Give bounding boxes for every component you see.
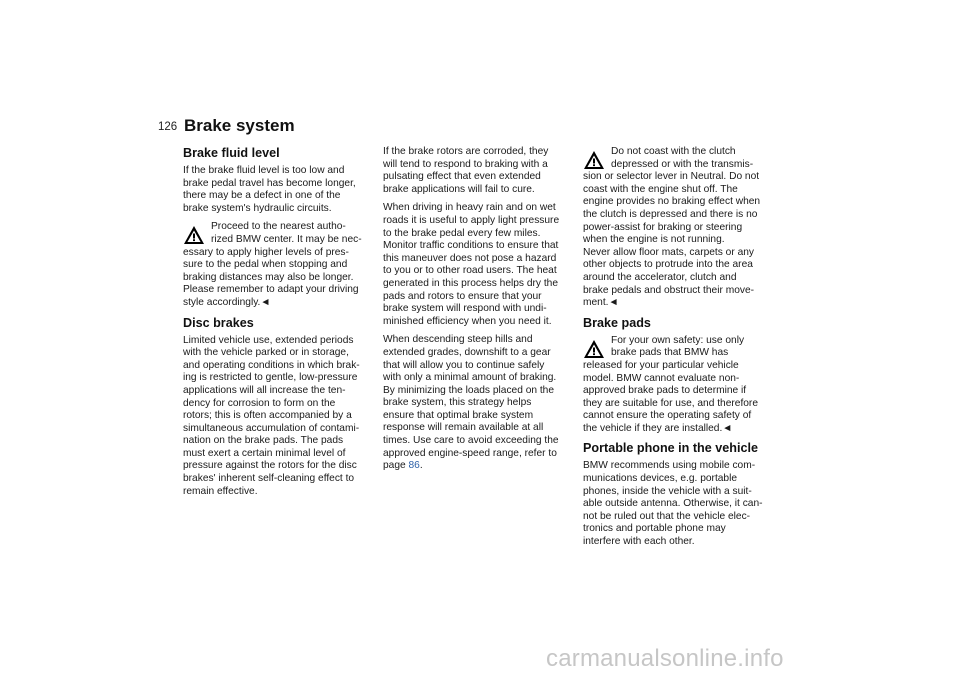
brake-pads-heading: Brake pads [583, 315, 651, 330]
column-1 [183, 146, 379, 504]
brake-fluid-warning [183, 221, 379, 309]
warning-triangle-icon [583, 150, 605, 170]
warning-triangle-icon [183, 225, 205, 245]
brake-pads-warning-text: For your own safety: use only brake pads that BMW has released for your particular vehicle model. BMW cannot evaluate non- approved brake pads to determine if they are suitable for use, and therefore cannot ensure the operating safety of the vehicle if they are installed.◄ [583, 334, 758, 434]
brake-pads-warning [583, 335, 779, 436]
brake-fluid-heading: Brake fluid level [183, 146, 280, 160]
steep-hills-end: . [419, 460, 423, 472]
column-2 [383, 146, 579, 479]
disc-brakes-text: Limited vehicle use, extended periods with the vehicle parked or in storage, and operating conditions in which brak- ing is restricted to gentle, low-pressure applications will all increase the ten- dency for corrosion to form on the rotors; this is often accompanied by a simultaneous accumulation of contami- nation on the brake pads. The pads must exert a certain minimal level of pressure against the rotors for the disc brakes' inherent self-cleaning effect to remain effective. [183, 334, 360, 497]
disc-brakes-heading: Disc brakes [183, 315, 254, 330]
column-3 [583, 146, 779, 555]
corrosion-paragraph: If the brake rotors are corroded, they will tend to respond to braking with a pulsating effect that even extended brake applications will fail to cure. [383, 146, 549, 195]
coasting-warning-text: Do not coast with the clutch depressed or with the transmis- sion or selector lever in Neutral. Do not coast with the engine shut off. The engine provides no braking effect when the clutch is depressed and there is no power-assist for braking or steering when the engine is not running. Never allow floor mats, carpets or any other objects to protrude into the area around the accelerator, clutch and brake pedals and obstruct their move- ment.◄ [583, 146, 761, 309]
wet-roads-paragraph: When driving in heavy rain and on wet roads it is useful to apply light pressure to the brake pedal every few miles. Monitor traffic conditions to ensure that this maneuver does not pose a hazard to you or to other road users. The heat generated in this process helps dry the pads and rotors to ensure that your brake system will respond with undi- minished efficiency when you need it. [383, 202, 560, 327]
watermark: carmanualsonline.info [546, 645, 784, 672]
portable-phone-heading: Portable phone in the vehicle [583, 441, 758, 456]
portable-phone-text: BMW recommends using mobile com- munications devices, e.g. portable phones, inside the vehicle with a suit- able outside antenna. Otherwise, it can- not be ruled out that the vehicle elec- tronics and portable phone may interfere with each other. [583, 460, 763, 548]
brake-fluid-warning-text: Proceed to the nearest autho- rized BMW center. It may be nec- essary to apply higher levels of pres- sure to the pedal when stopping and braking distances may also be longer. Please remember to adapt your driving style accordingly.◄ [183, 221, 362, 308]
warning-triangle-icon [583, 339, 605, 359]
page-reference-link[interactable]: 86 [408, 460, 420, 472]
steep-hills-paragraph [383, 334, 579, 473]
coasting-warning [583, 146, 779, 310]
page-title: Brake system [184, 116, 295, 135]
brake-fluid-text: If the brake fluid level is too low and brake pedal travel has become longer, there may be a defect in one of the brake system's hydraulic circuits. [183, 165, 356, 214]
page-number: 126 [158, 121, 178, 133]
steep-hills-text: When descending steep hills and extended grades, downshift to a gear that will allow you to continue safely with only a minimal amount of braking. By minimizing the loads placed on the brake system, this strategy helps ensure that optimal brake system response will remain available at all times. Use care to avoid exceeding the approved engine-speed range, refer to page [383, 334, 559, 472]
